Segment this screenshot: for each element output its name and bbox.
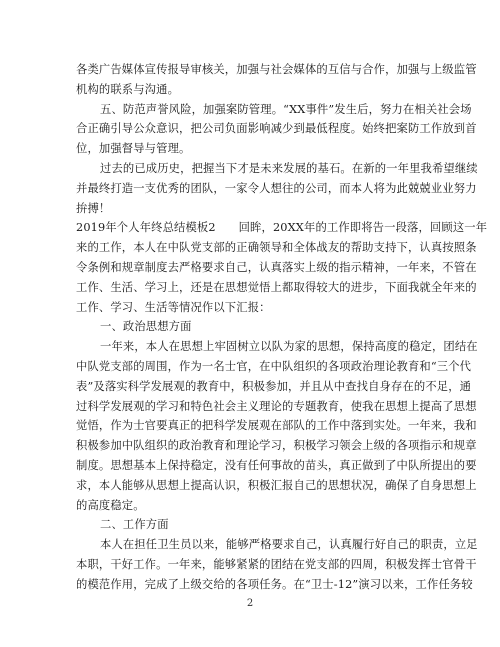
text-line: 觉悟，作为士官要真正的把科学发展观在部队的工作中落到实处。一年来，我和 — [76, 419, 477, 433]
text-line: 2019年个人年终总结模板2 回眸，20XX年的工作即将告一段落，回顾这一年 — [76, 221, 488, 235]
text-line: 本人在担任卫生员以来，能够严格要求自己，认真履行好自己的职责，立足 — [100, 538, 478, 552]
text-line: 二、工作方面 — [100, 518, 169, 532]
text-line: 中队党支部的周围，作为一名士官，在中队组织的各项政治理论教育和“三个代 — [76, 359, 472, 373]
text-line: 并最终打造一支优秀的团队，一家令人想往的公司，而本人将为此兢兢业业努力 — [76, 181, 477, 195]
text-line: 来的工作，本人在中队党支部的正确领导和全体战友的帮助支持下，认真按照条 — [76, 241, 477, 255]
text-line: 的模范作用，完成了上级交给的各项任务。在“卫士-12”演习以来，工作任务较 — [76, 577, 473, 591]
page-number: 2 — [246, 598, 254, 609]
text-line: 的高度稳定。 — [76, 498, 145, 512]
text-line: 五、防范声誉风险，加强案防管理。“XX事件”发生后，努力在相关社会场 — [100, 102, 472, 116]
text-line: 一年来，本人在思想上牢固树立以队为家的思想，保持高度的稳定，团结在 — [100, 340, 478, 354]
text-line: 一、政治思想方面 — [100, 320, 192, 334]
text-line: 求，本人能够从思想上提高认识，积极汇报自己的思想状况，确保了自身思想上 — [76, 478, 477, 492]
text-line: 制度。思想基本上保持稳定，没有任何事故的苗头，真正做到了中队所提出的要 — [76, 458, 477, 472]
text-line: 本职，干好工作。一年来，能够紧紧的团结在党支部的四周，积极发挥士官骨干 — [76, 557, 477, 571]
text-line: 工作、学习、生活等情况作以下汇报： — [76, 300, 271, 314]
text-line: 令条例和规章制度去严格要求自己，认真落实上级的指示精神，一年来，不管在 — [76, 260, 477, 274]
text-line: 工作、生活、学习上，还是在思想觉悟上都取得较大的进步，下面我就全年来的 — [76, 280, 477, 294]
text-line: 积极参加中队组织的政治教育和理论学习，积极学习领会上级的各项指示和规章 — [76, 439, 477, 453]
text-line: 位，加强督导与管理。 — [76, 142, 191, 156]
text-line: 过去的已成历史，把握当下才是未来发展的基石。在新的一年里我希望继续 — [100, 161, 478, 175]
document-body — [76, 60, 488, 595]
text-line: 过科学发展观的学习和特色社会主义理论的专题教育，使我在思想上提高了思想 — [76, 399, 477, 413]
text-line: 拚搏！ — [76, 201, 111, 215]
text-line: 表”及落实科学发展观的教育中，积极参加，并且从中查找自身存在的不足，通 — [76, 379, 472, 393]
text-line: 机构的联系与沟通。 — [76, 82, 180, 96]
text-line: 合正确引导公众意识，把公司负面影响减少到最低程度。始终把案防工作放到首 — [76, 122, 477, 136]
text-line: 各类广告媒体宣传报导审核关，加强与社会媒体的互信与合作，加强与上级监管 — [76, 63, 477, 76]
